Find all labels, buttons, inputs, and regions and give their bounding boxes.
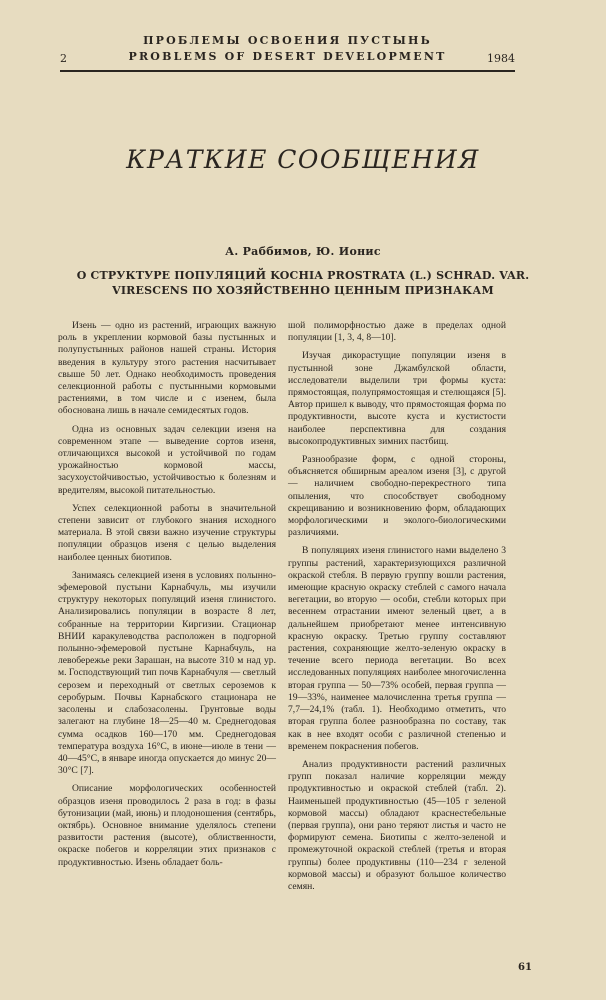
journal-title-ru: ПРОБЛЕМЫ ОСВОЕНИЯ ПУСТЫНЬ — [143, 34, 432, 47]
left-column — [58, 320, 276, 875]
running-header — [60, 30, 515, 74]
paragraph: шой полиморфностью даже в пределах одной популяции [1, 3, 4, 8—10]. — [288, 320, 506, 344]
paragraph: Анализ продуктивности растений различных групп показал наличие корреляции между продуктивностью и окраской стеблей (табл. 2). Наименьшей продуктивностью (45—105 г зеленой кормовой массы) обладают краснестебельные (первая группа), они рано теряют листья и часто не формируют семена. Биотипы с желто-зеленой и промежуточной окраской стеблей (третья и вторая группы) более продуктивны (110—234 г зеленой кормовой массы) и образуют большое количество семян. — [288, 758, 506, 892]
header-rule — [60, 70, 515, 72]
section-title: КРАТКИЕ СООБЩЕНИЯ — [126, 145, 480, 174]
right-column — [288, 320, 506, 899]
paragraph: Изень — одно из растений, играющих важную роль в укреплении кормовой базы пустынных и полупустынных районов нашей страны. История введения в культуру этого растения насчитывает свыше 50 лет. Однако необходимость проведения селекционной работы с пустынными кормовыми растениями, в том числе и с изенем, была обоснована лишь в начале семидесятых годов. — [58, 320, 276, 417]
paragraph: Описание морфологических особенностей образцов изеня проводилось 2 раза в год: в фазы бутонизации (май, июнь) и плодоношения (сентябрь, октябрь). Основное внимание уделялось степени развитости растения (высоте), облиственности, окраске побегов и корреляции этих признаков с продуктивностью. Изень обладает боль- — [58, 783, 276, 868]
footer-page-number: 61 — [518, 962, 532, 973]
paragraph: Одна из основных задач селекции изеня на современном этапе — выведение сортов изеня, отличающихся высокой и устойчивой по годам урожайностью кормовой массы, засухоустойчивостью, устойчивостью к болезням и вредителям, высокой питательностью. — [58, 423, 276, 496]
paragraph: Занимаясь селекцией изеня в условиях полынно-эфемеровой пустыни Карнабчуль, мы изучили структуру некоторых популяций изеня глинистого. Анализировались популяции в возрасте 8 лет, собранные на территории Киргизии. Стационар ВНИИ каракулеводства расположен в подгорной полынно-эфемеровой пустыне Карнабчуль, на левобережье реки Зарашан, на высоте 310 м над ур. м. Господствующий тип почв Карнабчуля — светлый серозем и переходный от светлых сероземов к серобурым. Почвы Карнабского стационара не засолены и слабозасолены. Грунтовые воды залегают на глубине 18—25—40 м. Среднегодовая сумма осадков 160—170 мм. Среднегодовая температура воздуха 16°C, в июне—июле в тени — 40—45°C, в январе иногда опускается до минус 20—30°C [7]. — [58, 569, 276, 777]
article-authors: А. Раббимов, Ю. Ионис — [225, 245, 381, 258]
journal-title-en: PROBLEMS OF DESERT DEVELOPMENT — [128, 50, 447, 63]
paragraph: Изучая дикорастущие популяции изеня в пустынной зоне Джамбулской области, исследователи выделили три формы куста: прямостоящая, полупрямостоящая и стелющаяся [5]. Автор пришел к выводу, что прямостоящая форма по продуктивности, высоте куста и кустистости наиболее перспективна для создания высокопродуктивных зимних пастбищ. — [288, 350, 506, 447]
paragraph: Разнообразие форм, с одной стороны, объясняется обширным ареалом изеня [3], с другой — наличием свободно-перекрестного типа опыления, что способствует свободному скрещиванию и возникновению форм, обладающих морфологическими и эколого-биологическими различиями. — [288, 454, 506, 539]
header-page-number: 2 — [60, 52, 67, 65]
paragraph: Успех селекционной работы в значительной степени зависит от глубокого знания исходного материала. В этой связи важно изучение структуры популяции образцов изеня с целью выделения наиболее ценных биотипов. — [58, 502, 276, 563]
article-title: О СТРУКТУРЕ ПОПУЛЯЦИЙ KOCHIA PROSTRATA (L.) SCHRAD. VAR. VIRESCENS ПО ХОЗЯЙСТВЕННО ЦЕННЫМ ПРИЗНАКАМ — [76, 269, 530, 297]
header-year: 1984 — [487, 52, 515, 65]
paragraph: В популяциях изеня глинистого нами выделено 3 группы растений, характеризующихся различной окраской стебля. В первую группу вошли растения, имеющие красную окраску стеблей с самого начала вегетации, во вторую — особи, стебли которых при весеннем отрастании имеют зеленый цвет, а в дальнейшем приобретают менее интенсивную красную окраску. Третью группу составляют растения, сохраняющие желто-зеленую окраску в течение всего периода вегетации. Во всех исследованных популяциях наиболее многочисленна вторая группа — 50—73% особей, первая группа — 19—33%, наименее малочисленна третья группа — 7,7—24,1% (табл. 1). Необходимо отметить, что вторая группа более разнообразна по составу, так как в нее входят особи с различной степенью и временем покраснения побегов. — [288, 545, 506, 752]
